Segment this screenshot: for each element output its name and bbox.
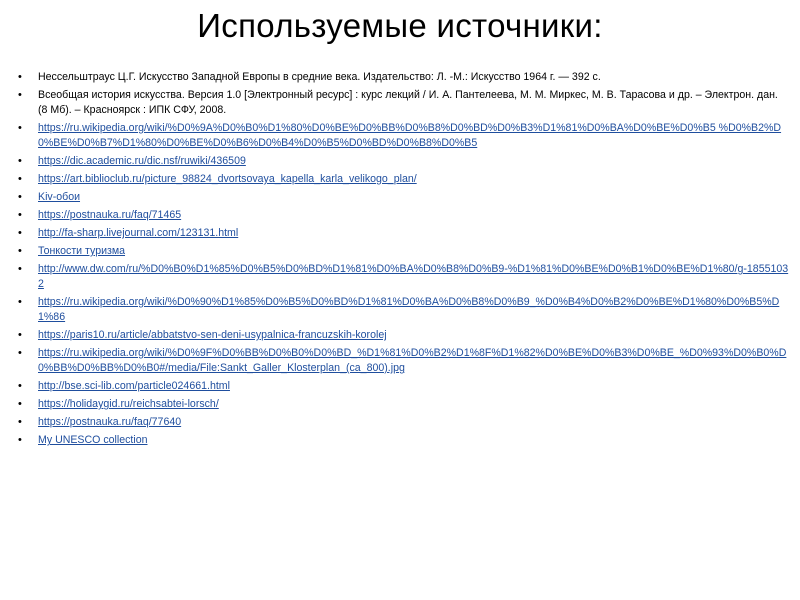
list-item	[18, 70, 790, 85]
source-text: Всеобщая история искусства. Версия 1.0 [Электронный ресурс] : курс лекций / И. А. Пантелеева, М. М. Миркес, М. В. Тарасова и др. – Электрон. дан. (8 Мб). – Красноярск : ИПК СФУ, 2008.	[38, 89, 778, 116]
source-link[interactable]: https://ru.wikipedia.org/wiki/%D0%9A%D0%B0%D1%80%D0%BE%D0%BB%D0%B8%D0%BD%D0%B3%D1%81%D0%BA%D0%BE%D0%B5 %D0%B2%D0%BE%D0%B7%D1%80%D0%BE%D0%B6%D0%B4%D0%B5%D0%BD%D0%B8%D0%B5	[38, 122, 782, 149]
slide-title: Используемые источники:	[197, 7, 603, 44]
bullet-icon: •	[18, 329, 22, 341]
list-item	[18, 244, 790, 259]
list-item	[18, 346, 790, 376]
bullet-icon: •	[18, 155, 22, 167]
list-item	[18, 262, 790, 292]
source-link[interactable]: http://bse.sci-lib.com/particle024661.html	[38, 380, 230, 392]
list-item	[18, 121, 790, 151]
bullet-icon: •	[18, 296, 22, 308]
list-item	[18, 415, 790, 430]
source-link[interactable]: Тонкости туризма	[38, 245, 126, 257]
list-item	[18, 154, 790, 169]
bullet-icon: •	[18, 416, 22, 428]
list-item	[18, 397, 790, 412]
source-link[interactable]: https://postnauka.ru/faq/71465	[38, 209, 182, 221]
bullet-icon: •	[18, 434, 22, 446]
list-item	[18, 226, 790, 241]
source-link[interactable]: http://fa-sharp.livejournal.com/123131.html	[38, 227, 239, 239]
bullet-icon: •	[18, 191, 22, 203]
bullet-icon: •	[18, 71, 22, 83]
list-item	[18, 379, 790, 394]
list-item	[18, 433, 790, 448]
list-item	[18, 328, 790, 343]
bullet-icon: •	[18, 380, 22, 392]
source-link[interactable]: https://holidaygid.ru/reichsabtei-lorsch/	[38, 398, 219, 410]
source-link[interactable]: https://dic.academic.ru/dic.nsf/ruwiki/436509	[38, 155, 246, 167]
list-item	[18, 172, 790, 187]
source-link[interactable]: http://www.dw.com/ru/%D0%B0%D1%85%D0%B5%D0%BD%D1%81%D0%BA%D0%B8%D0%B9-%D1%81%D0%BE%D0%B1%D0%BE%D1%80/g-18551032	[38, 263, 789, 290]
bullet-icon: •	[18, 89, 22, 101]
bullet-icon: •	[18, 347, 22, 359]
bullet-icon: •	[18, 122, 22, 134]
list-item	[18, 295, 790, 325]
bullet-icon: •	[18, 398, 22, 410]
bullet-icon: •	[18, 263, 22, 275]
source-link[interactable]: https://ru.wikipedia.org/wiki/%D0%9F%D0%BB%D0%B0%D0%BD_%D1%81%D0%B2%D1%8F%D1%82%D0%BE%D0%B3%D0%BE_%D0%93%D0%B0%D0%BB%D0%BB%D0%B0#/media/File:Sankt_Galler_Klosterplan_(ca_800).jpg	[38, 347, 787, 374]
source-link[interactable]: Kiv-обои	[38, 191, 81, 203]
source-link[interactable]: https://paris10.ru/article/abbatstvo-sen-deni-usypalnica-francuzskih-korolej	[38, 329, 387, 341]
bullet-icon: •	[18, 173, 22, 185]
list-item	[18, 208, 790, 223]
sources-list	[18, 70, 790, 451]
bullet-icon: •	[18, 209, 22, 221]
source-link[interactable]: https://ru.wikipedia.org/wiki/%D0%90%D1%85%D0%B5%D0%BD%D1%81%D0%BA%D0%B8%D0%B9_%D0%B4%D0%B2%D0%BE%D1%80%D0%B5%D1%86	[38, 296, 780, 323]
bullet-icon: •	[18, 245, 22, 257]
bullet-icon: •	[18, 227, 22, 239]
source-link[interactable]: https://art.biblioclub.ru/picture_98824_dvortsovaya_kapella_karla_velikogo_plan/	[38, 173, 417, 185]
list-item	[18, 190, 790, 205]
list-item	[18, 88, 790, 118]
source-link[interactable]: My UNESCO collection	[38, 434, 148, 446]
source-text: Нессельштраус Ц.Г. Искусство Западной Европы в средние века. Издательство: Л. -М.: Искусство 1964 г. — 392 с.	[38, 71, 601, 83]
source-link[interactable]: https://postnauka.ru/faq/77640	[38, 416, 182, 428]
